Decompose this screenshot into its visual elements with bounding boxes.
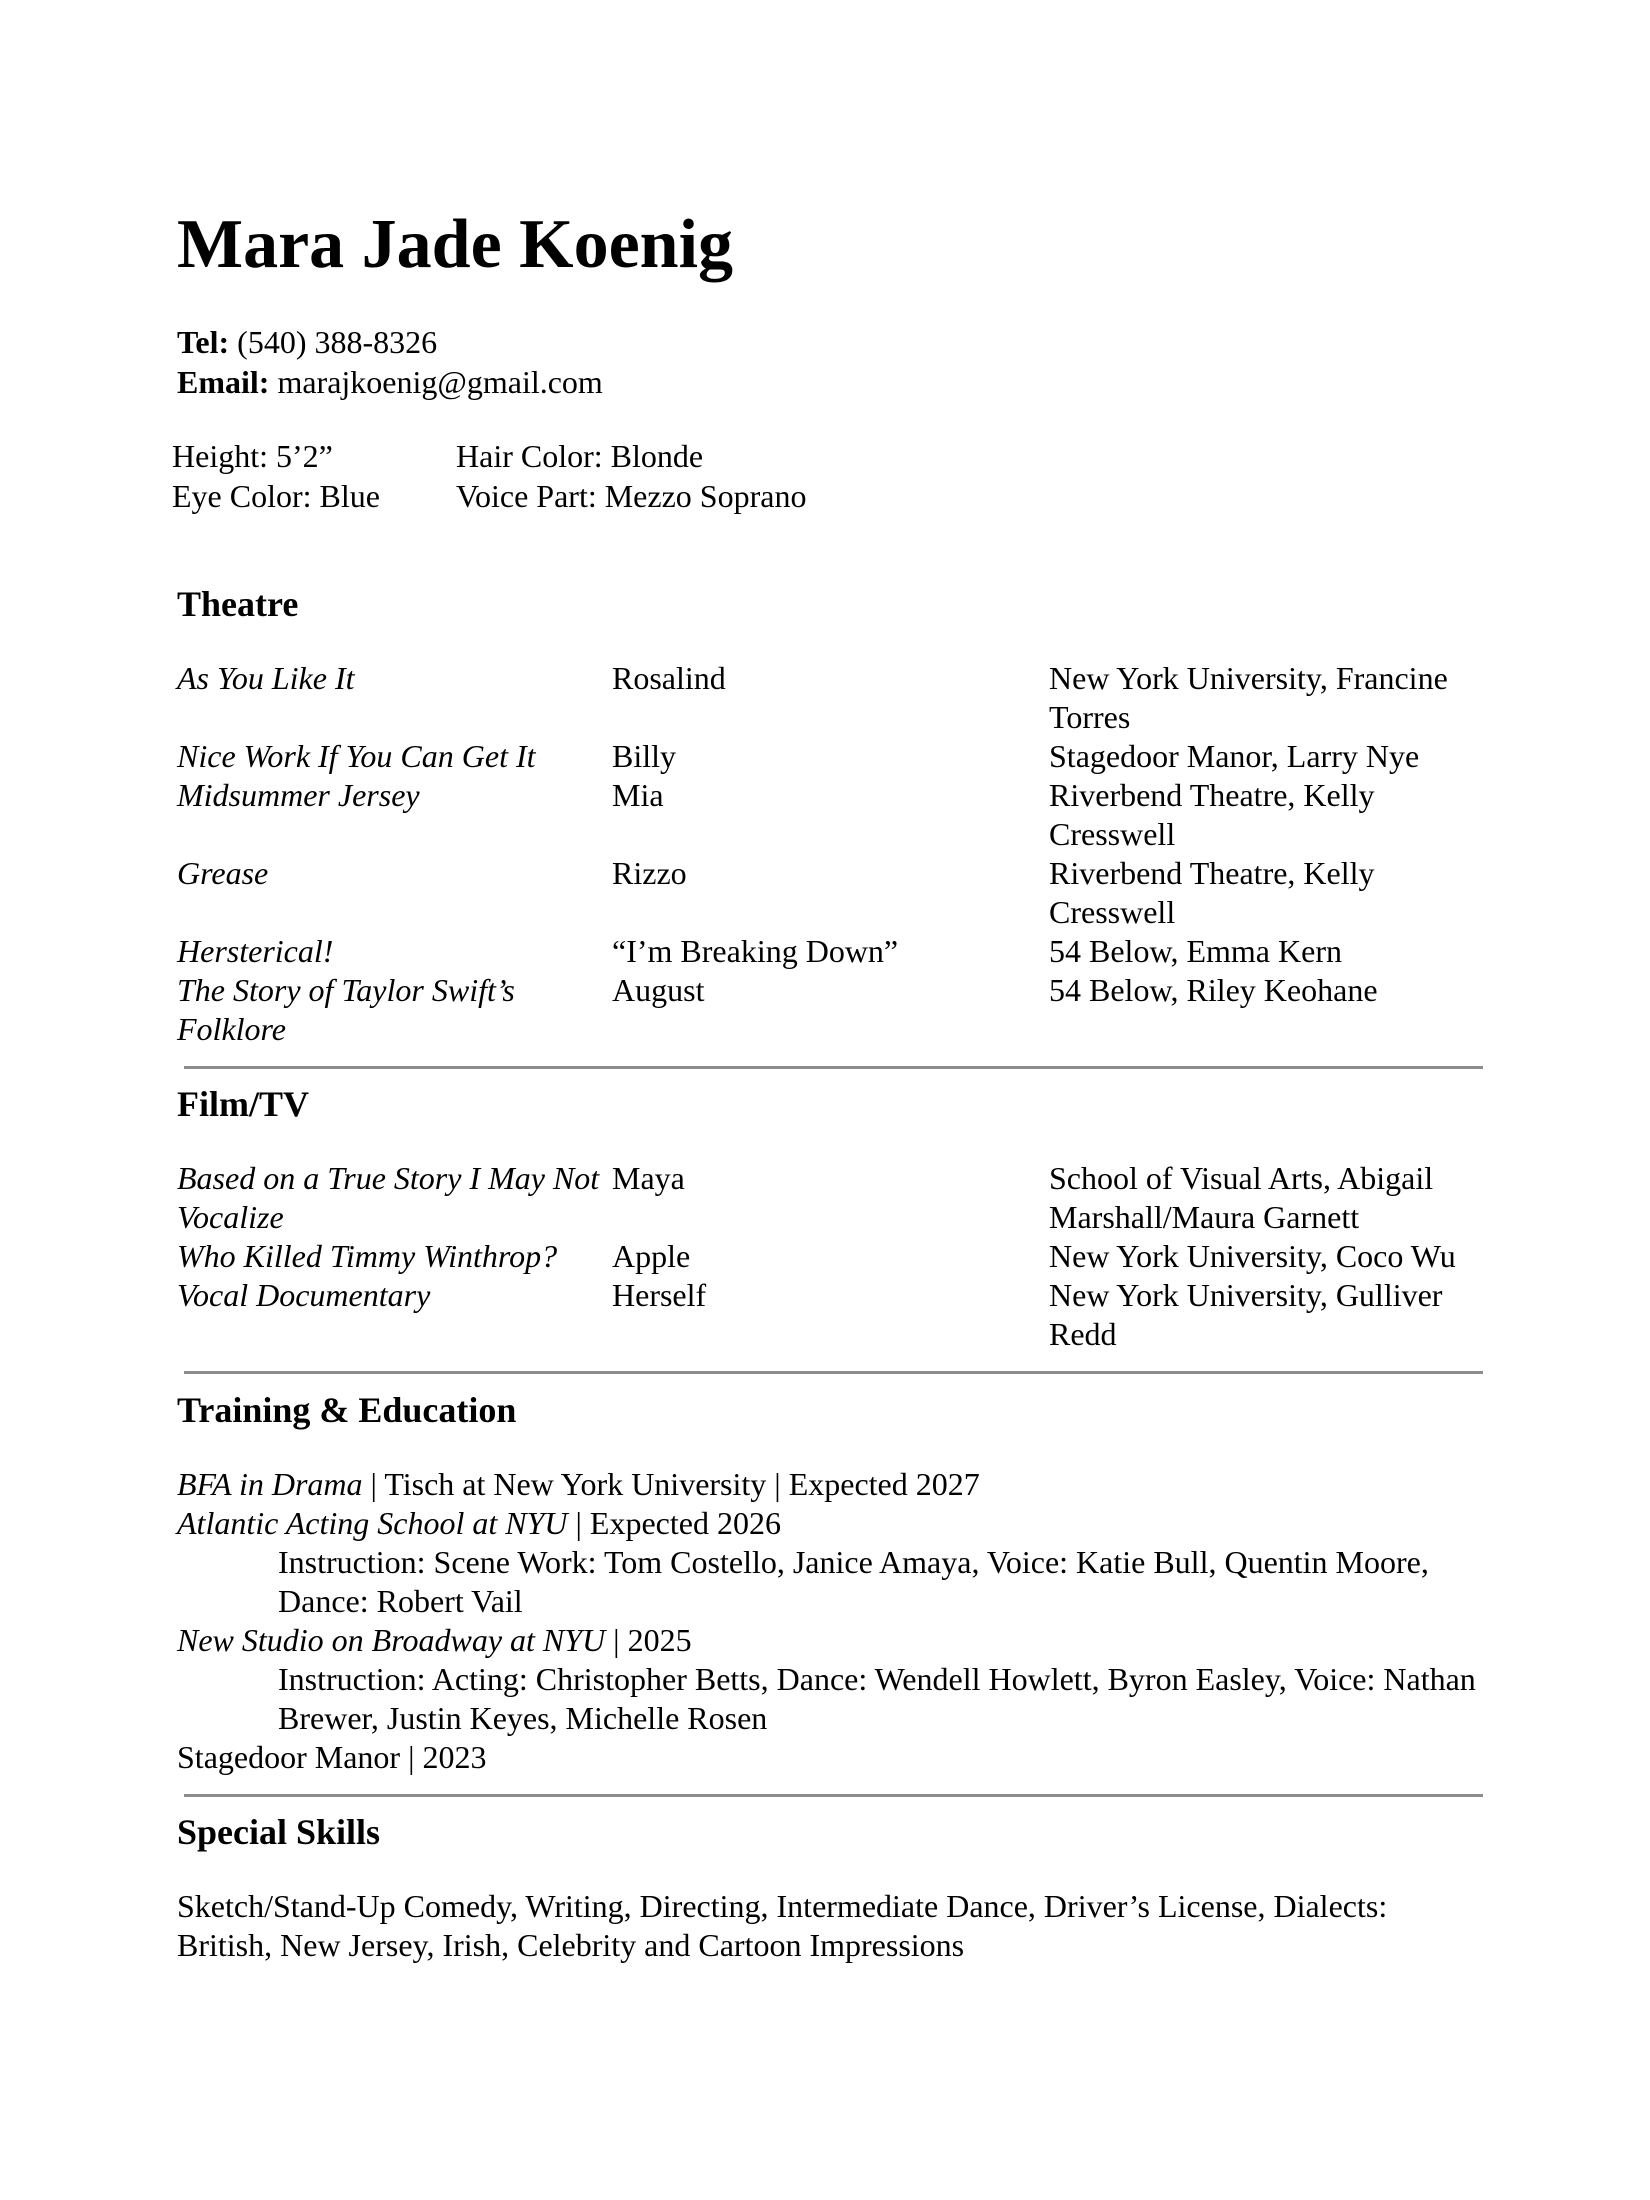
training-entry bbox=[177, 1621, 1477, 1660]
credit-show: Who Killed Timmy Winthrop? bbox=[177, 1238, 558, 1274]
credit-show: Midsummer Jersey bbox=[177, 777, 420, 813]
skills-heading: Special Skills bbox=[177, 1812, 381, 1852]
phone-label: Tel: bbox=[177, 324, 230, 360]
credit-row bbox=[177, 854, 1489, 932]
training-detail: | 2025 bbox=[605, 1622, 692, 1658]
credit-row bbox=[177, 971, 1489, 1049]
credit-row bbox=[177, 1237, 1489, 1276]
credit-row bbox=[177, 932, 1489, 971]
email-label: Email: bbox=[177, 364, 270, 400]
credit-role: Rosalind bbox=[612, 660, 726, 696]
credit-role: August bbox=[612, 972, 705, 1008]
contact-block bbox=[177, 322, 603, 402]
credit-row bbox=[177, 776, 1489, 854]
section-divider bbox=[184, 1371, 1483, 1374]
credit-role: Apple bbox=[612, 1238, 691, 1274]
credit-venue: 54 Below, Emma Kern bbox=[1049, 933, 1342, 969]
film-tv-heading: Film/TV bbox=[177, 1084, 309, 1124]
credit-role: Billy bbox=[612, 738, 677, 774]
training-instruction: Instruction: Scene Work: Tom Costello, Janice Amaya, Voice: Katie Bull, Quentin Moore, Dance: Robert Vail bbox=[278, 1544, 1429, 1619]
training-heading: Training & Education bbox=[177, 1390, 517, 1430]
training-program: Atlantic Acting School at NYU bbox=[177, 1505, 568, 1541]
training-detail: | Tisch at New York University | Expected 2027 bbox=[362, 1466, 980, 1502]
stats-row bbox=[172, 476, 806, 516]
credit-role: Herself bbox=[612, 1277, 707, 1313]
credit-venue: School of Visual Arts, Abigail Marshall/Maura Garnett bbox=[1049, 1160, 1434, 1235]
credit-show: Vocal Documentary bbox=[177, 1277, 431, 1313]
voice-part-stat: Voice Part: Mezzo Soprano bbox=[456, 478, 807, 514]
height-stat: Height: 5’2” bbox=[172, 438, 333, 474]
credit-row bbox=[177, 1159, 1489, 1237]
credit-venue: 54 Below, Riley Keohane bbox=[1049, 972, 1378, 1008]
credit-venue: New York University, Coco Wu bbox=[1049, 1238, 1456, 1274]
credit-show: Hersterical! bbox=[177, 933, 334, 969]
phone-line bbox=[177, 322, 603, 362]
training-instruction: Instruction: Acting: Christopher Betts, Dance: Wendell Howlett, Byron Easley, Voice: Nathan Brewer, Justin Keyes, Michelle Rosen bbox=[278, 1661, 1476, 1736]
film-tv-credits bbox=[177, 1159, 1489, 1354]
training-list bbox=[177, 1465, 1477, 1777]
hair-color-stat: Hair Color: Blonde bbox=[456, 438, 704, 474]
credit-venue: Riverbend Theatre, Kelly Cresswell bbox=[1049, 855, 1375, 930]
credit-show: As You Like It bbox=[177, 660, 355, 696]
page-title: Mara Jade Koenig bbox=[177, 206, 734, 283]
training-entry bbox=[177, 1465, 1477, 1504]
credit-venue: Stagedoor Manor, Larry Nye bbox=[1049, 738, 1420, 774]
physical-stats bbox=[172, 436, 806, 516]
training-entry bbox=[177, 1504, 1477, 1543]
credit-show: Grease bbox=[177, 855, 269, 891]
training-program: BFA in Drama bbox=[177, 1466, 363, 1502]
eye-color-stat: Eye Color: Blue bbox=[172, 478, 380, 514]
section-divider bbox=[184, 1066, 1483, 1069]
credit-role: Rizzo bbox=[612, 855, 687, 891]
credit-venue: New York University, Gulliver Redd bbox=[1049, 1277, 1443, 1352]
credit-show: Based on a True Story I May Not Vocalize bbox=[177, 1160, 600, 1235]
credit-venue: Riverbend Theatre, Kelly Cresswell bbox=[1049, 777, 1375, 852]
credit-row bbox=[177, 659, 1489, 737]
skills-text: Sketch/Stand-Up Comedy, Writing, Directing, Intermediate Dance, Driver’s License, Dialects: British, New Jersey, Irish, Celebrity and Cartoon Impressions bbox=[177, 1888, 1388, 1963]
credit-role: Mia bbox=[612, 777, 664, 813]
training-entry: Stagedoor Manor | 2023 bbox=[177, 1739, 487, 1775]
credit-show: The Story of Taylor Swift’s Folklore bbox=[177, 972, 515, 1047]
credit-row bbox=[177, 1276, 1489, 1354]
credit-role: “I’m Breaking Down” bbox=[612, 933, 899, 969]
training-detail: | Expected 2026 bbox=[567, 1505, 781, 1541]
training-program: New Studio on Broadway at NYU bbox=[177, 1622, 606, 1658]
email-line bbox=[177, 362, 603, 402]
phone-value: (540) 388-8326 bbox=[229, 324, 438, 360]
theatre-heading: Theatre bbox=[177, 584, 299, 624]
credit-role: Maya bbox=[612, 1160, 685, 1196]
theatre-credits bbox=[177, 659, 1489, 1049]
credit-show: Nice Work If You Can Get It bbox=[177, 738, 536, 774]
email-value: marajkoenig@gmail.com bbox=[269, 364, 603, 400]
credit-row bbox=[177, 737, 1489, 776]
stats-row bbox=[172, 436, 806, 476]
section-divider bbox=[184, 1794, 1483, 1797]
credit-venue: New York University, Francine Torres bbox=[1049, 660, 1448, 735]
